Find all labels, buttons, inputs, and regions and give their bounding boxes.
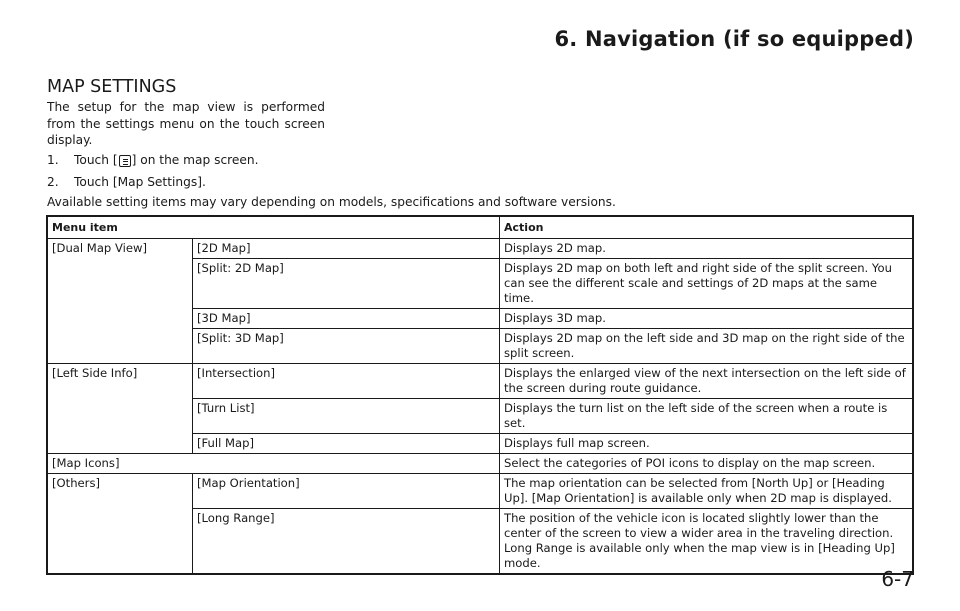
availability-note: Available setting items may vary depending on models, specifications and software versions. <box>47 195 616 209</box>
map-settings-table <box>46 215 914 575</box>
table-row <box>47 239 913 259</box>
menu-item: [Long Range] <box>193 509 500 575</box>
table-row <box>47 454 913 474</box>
action-text: The map orientation can be selected from [North Up] or [Heading Up]. [Map Orientation] is available only when 2D map is displayed. <box>500 474 914 509</box>
table-row <box>47 474 913 509</box>
step-text: Touch [Map Settings]. <box>74 175 206 189</box>
menu-item: [Split: 2D Map] <box>193 259 500 309</box>
menu-item: [Intersection] <box>193 364 500 399</box>
action-text: Displays 3D map. <box>500 309 914 329</box>
step-number: 2. <box>47 175 59 189</box>
header-menu-item: Menu item <box>47 216 500 239</box>
menu-item: [Full Map] <box>193 434 500 454</box>
step-1 <box>47 152 259 169</box>
action-text: Displays full map screen. <box>500 434 914 454</box>
menu-item: [Turn List] <box>193 399 500 434</box>
menu-item: [Split: 3D Map] <box>193 329 500 364</box>
step-2 <box>47 174 206 191</box>
section-title: MAP SETTINGS <box>47 77 177 97</box>
group-dual-map-view: [Dual Map View] <box>47 239 193 364</box>
group-others: [Others] <box>47 474 193 575</box>
menu-item: [3D Map] <box>193 309 500 329</box>
step-text-before: Touch [ <box>74 153 118 167</box>
header-action: Action <box>500 216 914 239</box>
menu-list-icon <box>119 155 131 167</box>
action-text: Select the categories of POI icons to display on the map screen. <box>500 454 914 474</box>
step-number: 1. <box>47 153 59 167</box>
step-text-after: ] on the map screen. <box>131 153 259 167</box>
menu-item: [2D Map] <box>193 239 500 259</box>
action-text: The position of the vehicle icon is located slightly lower than the center of the screen to view a wider area in the traveling direction. Long Range is available only when the map view is in [Heading Up] mode. <box>500 509 914 575</box>
table-row <box>47 364 913 399</box>
group-map-icons: [Map Icons] <box>47 454 500 474</box>
table-header-row <box>47 216 913 239</box>
chapter-title: 6. Navigation (if so equipped) <box>554 27 914 51</box>
group-left-side-info: [Left Side Info] <box>47 364 193 454</box>
action-text: Displays 2D map on the left side and 3D map on the right side of the split screen. <box>500 329 914 364</box>
action-text: Displays 2D map. <box>500 239 914 259</box>
action-text: Displays 2D map on both left and right side of the split screen. You can see the different scale and settings of 2D maps at the same time. <box>500 259 914 309</box>
action-text: Displays the turn list on the left side of the screen when a route is set. <box>500 399 914 434</box>
action-text: Displays the enlarged view of the next intersection on the left side of the screen during route guidance. <box>500 364 914 399</box>
menu-item: [Map Orientation] <box>193 474 500 509</box>
intro-paragraph: The setup for the map view is performed from the settings menu on the touch screen display. <box>47 100 325 147</box>
page-number: 6-7 <box>881 567 914 591</box>
